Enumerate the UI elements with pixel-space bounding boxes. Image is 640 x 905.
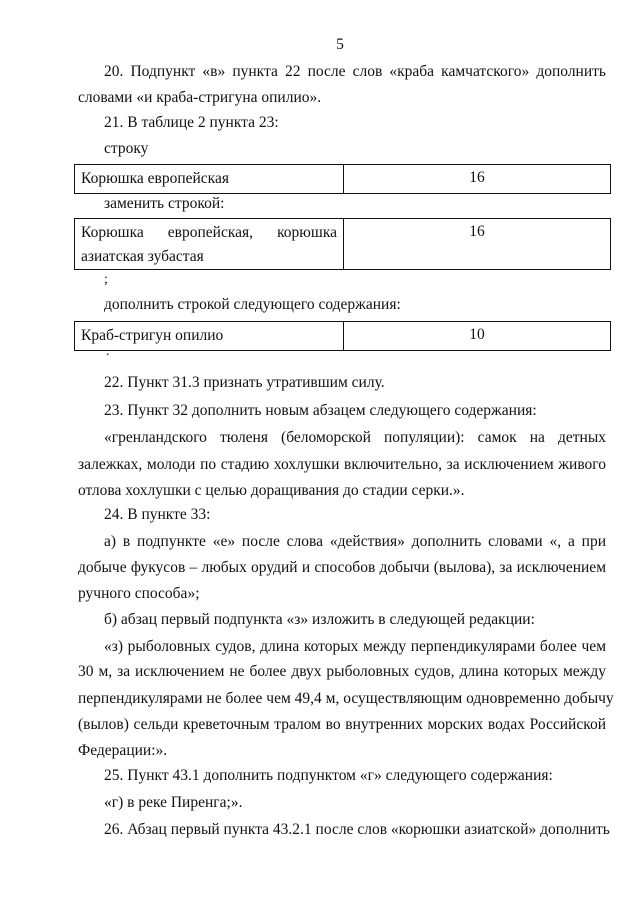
para-24-a-line-1: а) в подпункте «е» после слова «действия» дополнить словами «, а при bbox=[104, 533, 606, 550]
para-23-line-1: 23. Пункт 32 дополнить новым абзацем следующего содержания: bbox=[104, 402, 537, 419]
para-21-line-1: 21. В таблице 2 пункта 23: bbox=[104, 114, 279, 131]
para-25-line-1: 25. Пункт 43.1 дополнить подпунктом «г» следующего содержания: bbox=[104, 767, 553, 784]
para-20-line-1: 20. Подпункт «в» пункта 22 после слов «краба камчатского» дополнить bbox=[104, 63, 606, 80]
replace-label: заменить строкой: bbox=[104, 195, 225, 212]
semicolon-mark: ; bbox=[104, 272, 108, 287]
species-line-2: азиатская зубастая bbox=[81, 248, 204, 265]
word-stroku: строку bbox=[104, 140, 149, 157]
para-24-a-line-2: добыче фукусов – любых орудий и способов добычи (вылова), за исключением bbox=[78, 559, 606, 576]
para-23-quote-1: «гренландского тюленя (беломорской популяции): самок на детных bbox=[104, 429, 606, 446]
table-row-new bbox=[74, 218, 611, 270]
table-cell-species: Краб-стригун опилио bbox=[75, 322, 344, 350]
table-cell-species: Корюшка европейская bbox=[75, 165, 344, 193]
table-cell-value: 16 bbox=[469, 223, 485, 240]
add-label: дополнить строкой следующего содержания: bbox=[104, 296, 401, 313]
para-24-line-1: 24. В пункте 33: bbox=[104, 506, 211, 523]
page-number: 5 bbox=[336, 36, 344, 53]
table-row-old bbox=[74, 164, 611, 194]
para-23-quote-3: отлова хохлушки с целью доращивания до стадии серки.». bbox=[78, 482, 465, 499]
para-23-quote-2: залежках, молоди по стадию хохлушки включительно, за исключением живого bbox=[78, 456, 606, 473]
para-24-z-line-2: 30 м, за исключением не более двух рыболовных судов, длина которых между bbox=[78, 663, 606, 680]
table-cell-value: 16 bbox=[469, 169, 485, 186]
para-24-z-line-5: Федерации:». bbox=[78, 742, 168, 759]
table-cell-species bbox=[75, 219, 344, 269]
para-24-z-line-4: (вылов) сельди креветочным тралом во внутренних морских водах Российской bbox=[78, 716, 606, 733]
word-1: Корюшка bbox=[81, 224, 144, 241]
para-22: 22. Пункт 31.3 признать утратившим силу. bbox=[104, 374, 385, 391]
table-row-added bbox=[74, 321, 611, 351]
word-2: европейская, bbox=[167, 224, 254, 241]
word-3: корюшка bbox=[277, 224, 337, 241]
para-24-b-line-1: б) абзац первый подпункта «з» изложить в следующей редакции: bbox=[104, 611, 535, 628]
para-24-a-line-3: ручного способа»; bbox=[78, 585, 200, 602]
para-26-line-1: 26. Абзац первый пункта 43.2.1 после слов «корюшки азиатской» дополнить bbox=[104, 821, 610, 838]
species-line-1 bbox=[81, 221, 337, 245]
dot-mark: . bbox=[106, 344, 110, 359]
table-cell-value: 10 bbox=[469, 326, 485, 343]
para-24-z-line-1: «з) рыболовных судов, длина которых между перпендикулярами более чем bbox=[104, 638, 606, 655]
para-24-z-line-3: перпендикулярами не более чем 49,4 м, осуществляющим одновременно добычу bbox=[78, 690, 614, 707]
para-25-line-2: «г) в реке Пиренга;». bbox=[104, 794, 243, 811]
para-20-line-2: словами «и краба-стригуна опилио». bbox=[78, 89, 322, 106]
